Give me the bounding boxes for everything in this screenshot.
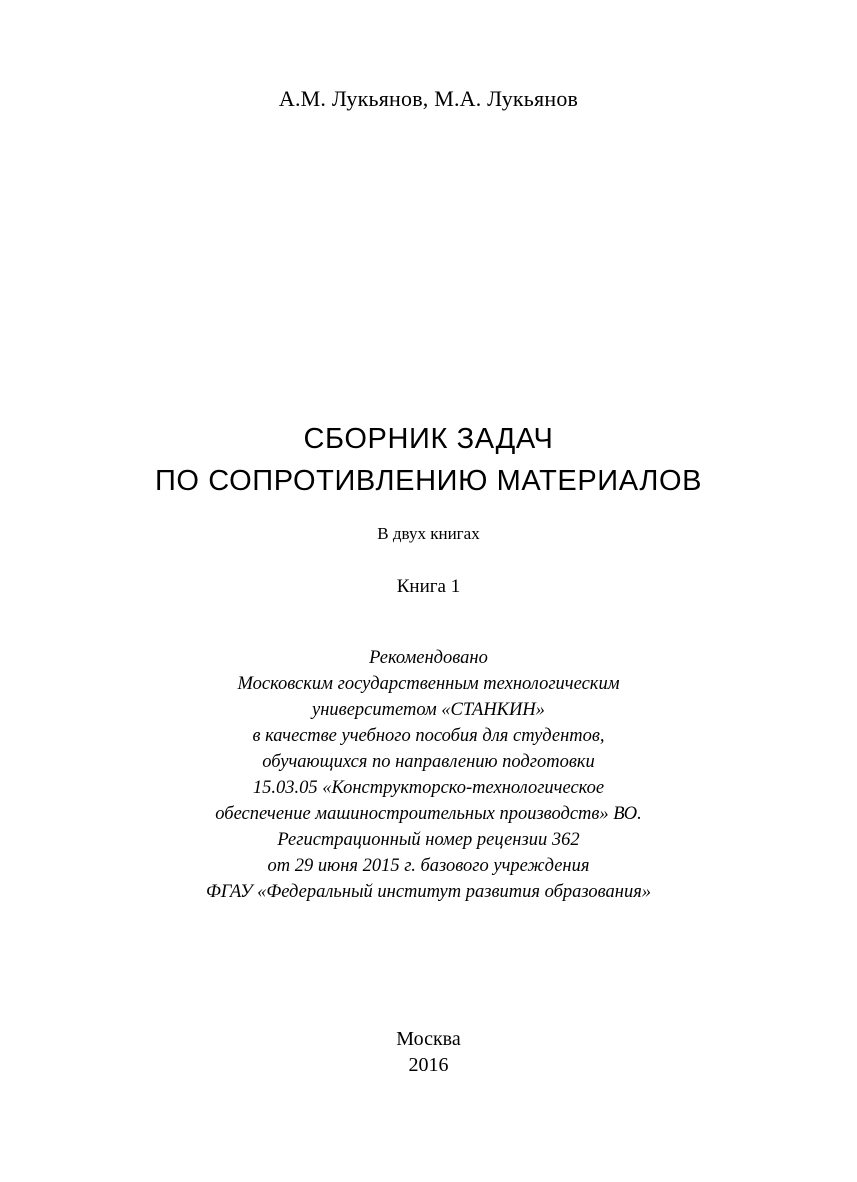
imprint-city: Москва bbox=[396, 1028, 461, 1050]
imprint bbox=[0, 1026, 857, 1078]
book-number: Книга 1 bbox=[396, 576, 461, 597]
recommendation-line: обеспечение машиностроительных производств» ВО. bbox=[215, 804, 642, 824]
authors: А.М. Лукьянов, М.А. Лукьянов bbox=[278, 86, 579, 111]
recommendation-line: обучающихся по направлению подготовки bbox=[262, 752, 595, 772]
recommendation-line: 15.03.05 «Конструкторско-технологическое bbox=[252, 778, 605, 798]
recommendation-line: Московским государственным технологическим bbox=[237, 674, 620, 694]
imprint-year: 2016 bbox=[408, 1054, 449, 1076]
book-title bbox=[0, 418, 857, 502]
recommendation-line: ФГАУ «Федеральный институт развития образования» bbox=[205, 882, 652, 902]
book-title-line-1: СБОРНИК ЗАДАЧ bbox=[303, 423, 554, 455]
recommendation-line: Регистрационный номер рецензии 362 bbox=[277, 830, 580, 850]
subtitle: В двух книгах bbox=[377, 524, 480, 543]
recommendation-line: Рекомендовано bbox=[369, 648, 488, 668]
book-title-line-2: ПО СОПРОТИВЛЕНИЮ МАТЕРИАЛОВ bbox=[154, 465, 703, 497]
recommendation-line: в качестве учебного пособия для студентов, bbox=[252, 726, 605, 746]
recommendation-block bbox=[0, 645, 857, 905]
recommendation-line: университетом «СТАНКИН» bbox=[312, 700, 545, 720]
recommendation-line: от 29 июня 2015 г. базового учреждения bbox=[267, 856, 590, 876]
